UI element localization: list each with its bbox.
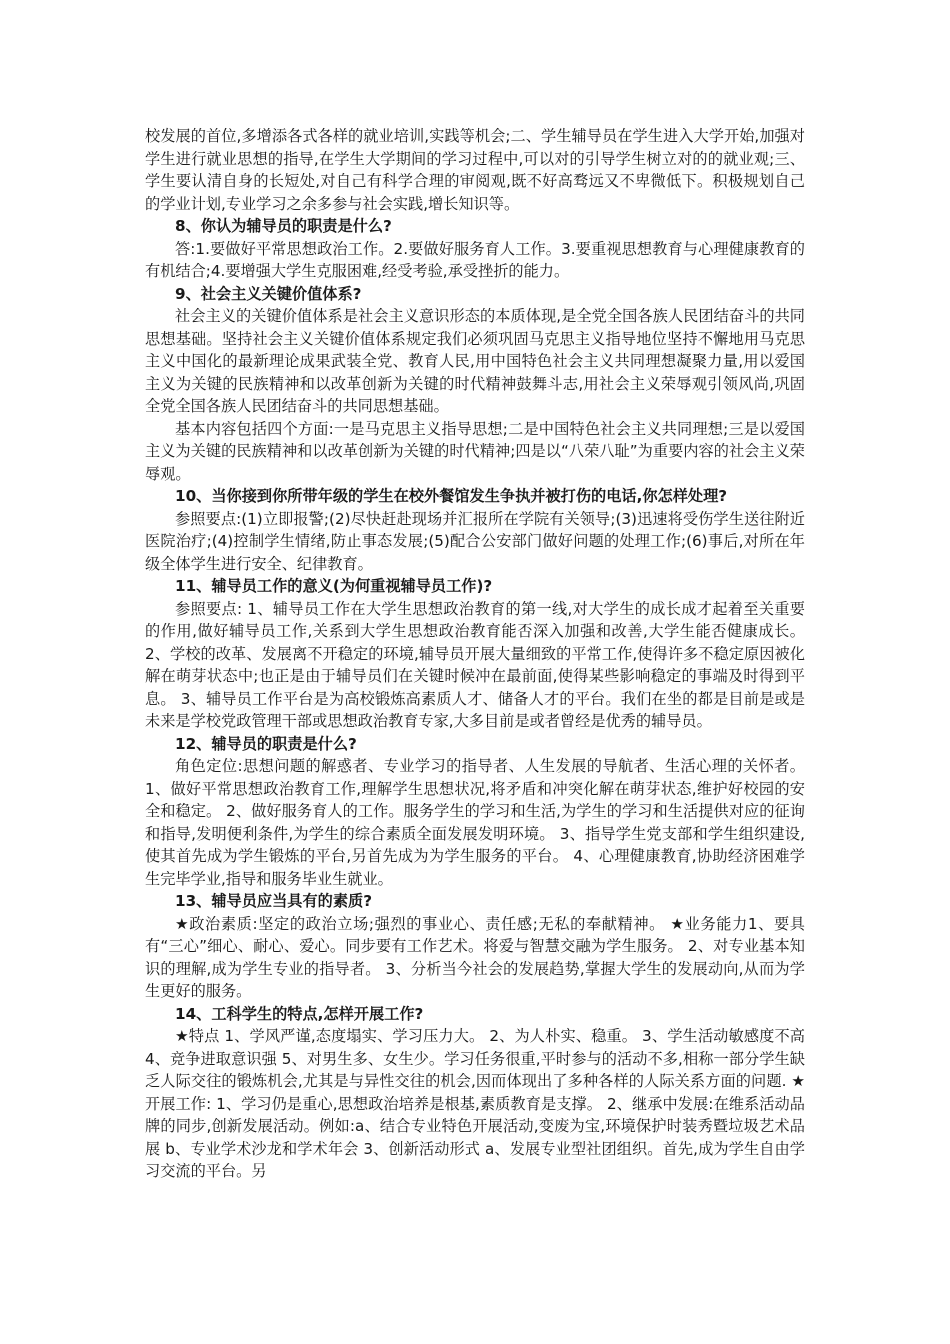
section-title-11: 11、辅导员工作的意义(为何重视辅导员工作)? — [175, 577, 493, 595]
section-12-paragraph: 角色定位:思想问题的解惑者、专业学习的指导者、人生发展的导航者、生活心理的关怀者。1、做好平常思想政治教育工作,理解学生思想状况,将矛盾和冲突化解在萌芽状态,维护好校园的安全和稳定。 2、做好服务育人的工作。服务学生的学习和生活,为学生的学习和生活提供对应的征询和指导,发明便利条件,为学生的综合素质全面发展发明环境。 3、指导学生党支部和学生组织建设,使其首先成为学生锻炼的平台,另首先成为为学生服务的平台。 4、心理健康教育,协助经济困难学生完毕学业,指导和服务毕业生就业。 — [145, 757, 805, 888]
section-14-paragraph: ★特点 1、学风严谨,态度塌实、学习压力大。 2、为人朴实、稳重。 3、学生活动敏感度不高 4、竞争进取意识强 5、对男生多、女生少。学习任务很重,平时参与的活动不多,相称一部分学生缺乏人际交往的锻炼机会,尤其是与异性交往的机会,因而体现出了多种各样的人际关系方面的问题. ★开展工作: 1、学习仍是重心,思想政治培养是根基,素质教育是支撑。 2、继承中发展:在维系活动品牌的同步,创新发展活动。例如:a、结合专业特色开展活动,变废为宝,环境保护时装秀暨垃圾艺术品展 b、专业学术沙龙和学术年会 3、创新活动形式 a、发展专业型社团组织。首先,成为学生自由学习交流的平台。另 — [145, 1027, 805, 1180]
section-9-paragraph-1: 社会主义的关键价值体系是社会主义意识形态的本质体现,是全党全国各族人民团结奋斗的共同思想基础。坚持社会主义关键价值体系规定我们必须巩固马克思主义指导地位坚持不懈地用马克思主义中国化的最新理论成果武装全党、教育人民,用中国特色社会主义共同理想凝聚力量,用以爱国主义为关键的民族精神和以改革创新为关键的时代精神鼓舞斗志,用社会主义荣辱观引领风尚,巩固全党全国各族人民团结奋斗的共同思想基础。 — [145, 307, 805, 415]
section-title-14: 14、工科学生的特点,怎样开展工作? — [175, 1004, 424, 1023]
intro-paragraph: 校发展的首位,多增添各式各样的就业培训,实践等机会;二、学生辅导员在学生进入大学开始,加强对学生进行就业思想的指导,在学生大学期间的学习过程中,可以对的引导学生树立对的的就业观;三、学生要认清自身的长短处,对自己有科学合理的审阅观,既不好高骛远又不卑微低下。积极规划自己的学业计划,专业学习之余多参与社会实践,增长知识等。 — [145, 127, 805, 213]
section-10-paragraph: 参照要点:(1)立即报警;(2)尽快赶赴现场并汇报所在学院有关领导;(3)迅速将受伤学生送往附近医院治疗;(4)控制学生情绪,防止事态发展;(5)配合公安部门做好问题的处理工作;(6)事后,对所在年级全体学生进行安全、纪律教育。 — [145, 509, 805, 573]
document-body — [145, 125, 805, 1183]
section-9-paragraph-2: 基本内容包括四个方面:一是马克思主义指导思想;二是中国特色社会主义共同理想;三是以爱国主义为关键的民族精神和以改革创新为关键的时代精神;四是以“八荣八耻”为重要内容的社会主义荣辱观。 — [145, 419, 805, 483]
section-11-paragraph: 参照要点: 1、辅导员工作在大学生思想政治教育的第一线,对大学生的成长成才起着至关重要的作用,做好辅导员工作,关系到大学生思想政治教育能否深入加强和改善,大学生能否健康成长。 2、学校的改革、发展离不开稳定的环境,辅导员开展大量细致的平常工作,使得许多不稳定原因被化解在萌芽状态中;也正是由于辅导员们在关键时候冲在最前面,使得某些影响稳定的事端及时得到平息。 3、辅导员工作平台是为高校锻炼高素质人才、储备人才的平台。我们在坐的都是目前是或是未来是学校党政管理干部或思想政治教育专家,大多目前是或者曾经是优秀的辅导员。 — [145, 599, 805, 730]
section-13-paragraph: ★政治素质:坚定的政治立场;强烈的事业心、责任感;无私的奉献精神。 ★业务能力1、要具有“三心”细心、耐心、爱心。同步要有工作艺术。将爱与智慧交融为学生服务。 2、对专业基本知识的理解,成为学生专业的指导者。 3、分析当今社会的发展趋势,掌握大学生的发展动向,从而为学生更好的服务。 — [145, 914, 805, 1000]
section-title-9: 9、社会主义关键价值体系? — [175, 284, 362, 303]
section-8-paragraph: 答:1.要做好平常思想政治工作。2.要做好服务育人工作。3.要重视思想教育与心理健康教育的有机结合;4.要增强大学生克服困难,经受考验,承受挫折的能力。 — [145, 239, 805, 280]
section-title-8: 8、你认为辅导员的职责是什么? — [175, 217, 392, 235]
section-title-12: 12、辅导员的职责是什么? — [175, 734, 357, 753]
section-title-13: 13、辅导员应当具有的素质? — [175, 892, 373, 910]
section-title-10: 10、当你接到你所带年级的学生在校外餐馆发生争执并被打伤的电话,你怎样处理? — [175, 487, 728, 505]
